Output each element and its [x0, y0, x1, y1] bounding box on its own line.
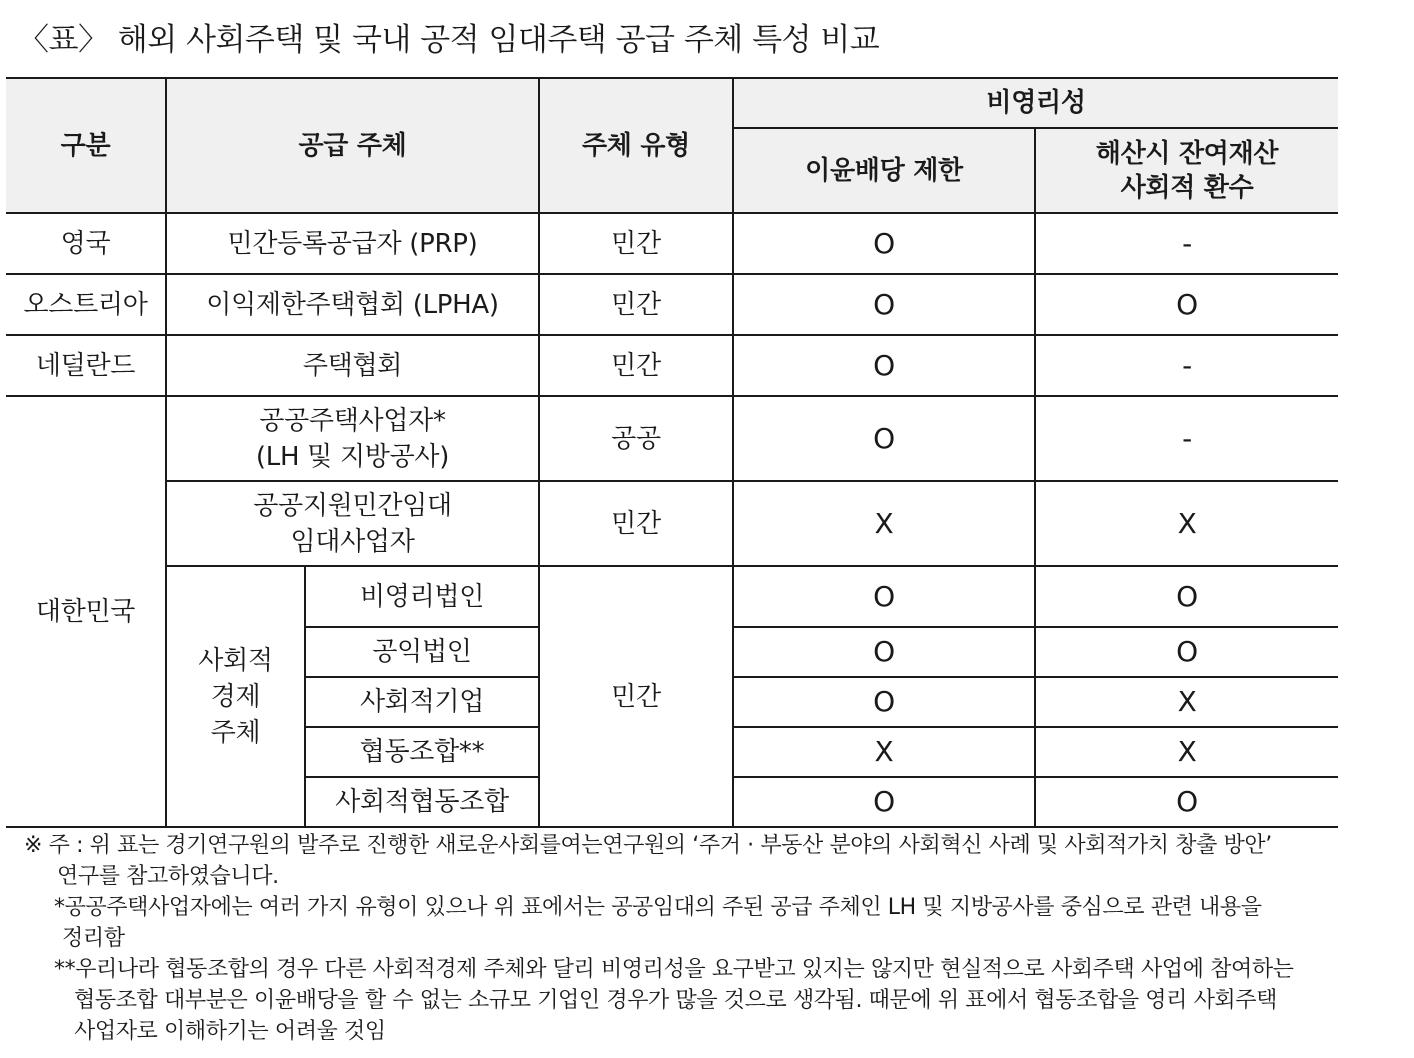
header-asset-return [1035, 128, 1338, 213]
type-cell: 민간 [539, 213, 733, 274]
header-supplier: 공급 주체 [166, 78, 539, 213]
note-line: **우리나라 협동조합의 경우 다른 사회적경제 주체와 달리 비영리성을 요구받고 있지는 않지만 현실적으로 사회주택 사업에 참여하는 [54, 957, 1294, 982]
supplier-cell: 민간등록공급자 (PRP) [166, 213, 539, 274]
asset-cell: X [1035, 481, 1338, 566]
header-entity-type: 주체 유형 [539, 78, 733, 213]
asset-cell: X [1035, 727, 1338, 777]
type-cell: 민간 [539, 481, 733, 566]
social-economy-group-cell [166, 566, 305, 827]
note-line: ※ 주 : 위 표는 경기연구원의 발주로 진행한 새로운사회를여는연구원의 ‘주거 · 부동산 분야의 사회혁신 사례 및 사회적가치 창출 방안’ [24, 833, 1272, 858]
entity-name-cell: 사회적협동조합 [305, 777, 539, 827]
country-cell: 네덜란드 [6, 335, 166, 396]
asset-cell: O [1035, 274, 1338, 335]
table-row [6, 396, 1338, 481]
entity-name-cell: 사회적기업 [305, 677, 539, 727]
group-line: 사회적 [198, 645, 273, 676]
header-nonprofit: 비영리성 [733, 78, 1338, 128]
group-line: 경제 [210, 681, 261, 712]
dividend-cell: O [733, 777, 1035, 827]
supplier-cell [166, 481, 539, 566]
asset-cell: - [1035, 396, 1338, 481]
asset-cell: - [1035, 335, 1338, 396]
footnote-single-asterisk [24, 892, 1384, 954]
entity-name-cell: 비영리법인 [305, 566, 539, 627]
footnotes [24, 830, 1384, 1047]
note-line: *공공주택사업자에는 여러 가지 유형이 있으나 위 표에서는 공공임대의 주된 공급 주체인 LH 및 지방공사를 중심으로 관련 내용을 [54, 895, 1262, 920]
asset-cell: O [1035, 566, 1338, 627]
page-title: 〈표〉 해외 사회주택 및 국내 공적 임대주택 공급 주체 특성 비교 [18, 22, 880, 58]
supplier-line: 공공주택사업자* [259, 405, 446, 436]
type-cell: 민간 [539, 566, 733, 827]
group-line: 주체 [210, 717, 261, 748]
source-note [24, 830, 1384, 892]
header-category: 구분 [6, 78, 166, 213]
header-row [6, 78, 1338, 128]
asset-cell: X [1035, 677, 1338, 727]
note-line: 정리함 [62, 926, 125, 951]
supplier-line: 임대사업자 [290, 526, 415, 557]
dividend-cell: O [733, 274, 1035, 335]
country-cell-korea: 대한민국 [6, 396, 166, 827]
dividend-cell: O [733, 677, 1035, 727]
country-cell: 오스트리아 [6, 274, 166, 335]
entity-name-cell: 공익법인 [305, 627, 539, 677]
dividend-cell: O [733, 335, 1035, 396]
dividend-cell: O [733, 213, 1035, 274]
table-row [6, 213, 1338, 274]
comparison-table [6, 77, 1338, 828]
dividend-cell: O [733, 627, 1035, 677]
country-cell: 영국 [6, 213, 166, 274]
type-cell: 민간 [539, 274, 733, 335]
header-asset-return-line2: 사회적 환수 [1120, 172, 1254, 203]
asset-cell: O [1035, 777, 1338, 827]
dividend-cell: X [733, 727, 1035, 777]
dividend-cell: X [733, 481, 1035, 566]
table-row [6, 481, 1338, 566]
supplier-cell: 주택협회 [166, 335, 539, 396]
note-line: 협동조합 대부분은 이윤배당을 할 수 없는 소규모 기업인 경우가 많을 것으로 생각됨. 때문에 위 표에서 협동조합을 영리 사회주택 [74, 988, 1277, 1013]
footnote-double-asterisk [24, 954, 1384, 1047]
entity-name-cell: 협동조합** [305, 727, 539, 777]
dividend-cell: O [733, 566, 1035, 627]
header-dividend-limit: 이윤배당 제한 [733, 128, 1035, 213]
supplier-line: 공공지원민간임대 [253, 490, 452, 521]
table-row [6, 274, 1338, 335]
type-cell: 민간 [539, 335, 733, 396]
type-cell: 공공 [539, 396, 733, 481]
note-line: 사업자로 이해하기는 어려울 것임 [74, 1019, 386, 1044]
dividend-cell: O [733, 396, 1035, 481]
supplier-cell [166, 396, 539, 481]
note-line: 연구를 참고하였습니다. [57, 864, 279, 889]
asset-cell: O [1035, 627, 1338, 677]
header-asset-return-line1: 해산시 잔여재산 [1095, 138, 1279, 169]
supplier-line: (LH 및 지방공사) [255, 441, 450, 472]
supplier-cell: 이익제한주택협회 (LPHA) [166, 274, 539, 335]
asset-cell: - [1035, 213, 1338, 274]
table-row [6, 335, 1338, 396]
table-row [6, 566, 1338, 627]
